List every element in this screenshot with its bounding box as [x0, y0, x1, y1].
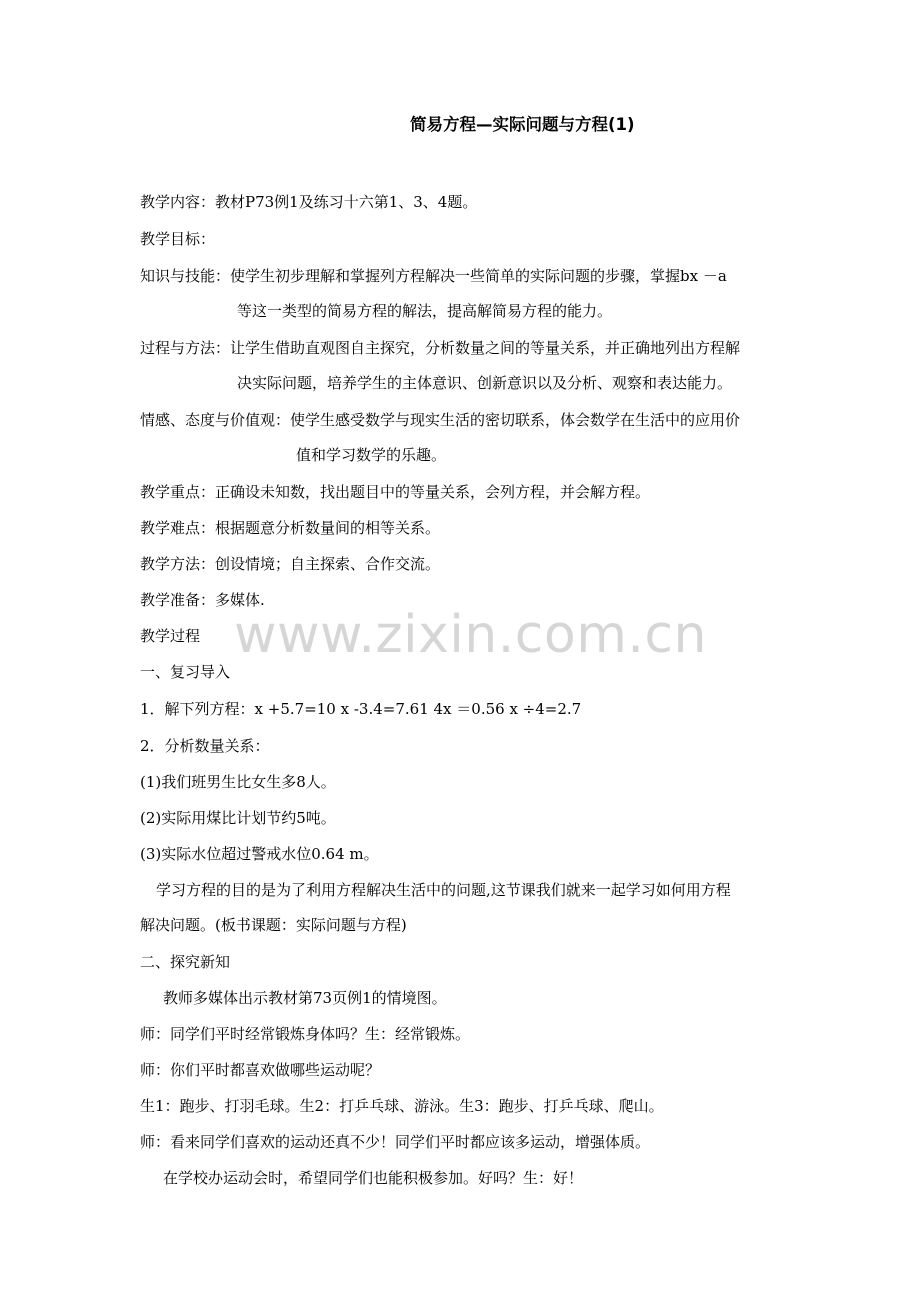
process-method-line: 过程与方法：让学生借助直观图自主探究，分析数量之间的等量关系，并正确地列出方程解: [140, 339, 741, 357]
show-scene-line: 教师多媒体出示教材第73页例1的情境图。: [163, 989, 447, 1007]
key-point-line: 教学重点：正确设未知数，找出题目中的等量关系，会列方程，并会解方程。: [140, 483, 651, 501]
teaching-content-line: 教学内容：教材P73例1及练习十六第1、3、4题。: [140, 193, 478, 211]
knowledge-skill-line-cont: 等这一类型的简易方程的解法，提高解简易方程的能力。: [237, 302, 613, 320]
teaching-process-heading: 教学过程: [140, 627, 201, 645]
relation-item-2: (2)实际用煤比计划节约5吨。: [140, 809, 336, 827]
exercise-relations-line: 2．分析数量关系：: [140, 737, 270, 755]
difficulty-line: 教学难点：根据题意分析数量间的相等关系。: [140, 519, 441, 537]
intro-paragraph-line-cont: 解决问题。(板书课题：实际问题与方程): [140, 916, 407, 934]
dialog-line-2: 师：你们平时都喜欢做哪些运动呢？: [140, 1061, 381, 1079]
preparation-line: 教学准备：多媒体.: [140, 591, 265, 609]
attitude-values-line: 情感、态度与价值观：使学生感受数学与现实生活的密切联系，体会数学在生活中的应用价: [140, 411, 741, 429]
method-line: 教学方法：创设情境；自主探索、合作交流。: [140, 555, 441, 573]
section-review-heading: 一、复习导入: [140, 663, 231, 681]
relation-item-1: (1)我们班男生比女生多8人。: [140, 773, 336, 791]
exercise-equations-line: 1．解下列方程：x +5.7=10 x -3.4=7.61 4x ＝0.56 x ÷4=2.7: [140, 700, 582, 718]
knowledge-skill-line: 知识与技能：使学生初步理解和掌握列方程解决一些简单的实际问题的步骤，掌握bx －a: [140, 267, 727, 285]
section-explore-heading: 二、探究新知: [140, 953, 231, 971]
dialog-line-3: 生1：跑步、打羽毛球。生2：打乒乓球、游泳。生3：跑步、打乒乓球、爬山。: [140, 1097, 664, 1115]
process-method-line-cont: 决实际问题，培养学生的主体意识、创新意识以及分析、观察和表达能力。: [237, 374, 733, 392]
dialog-line-4: 师：看来同学们喜欢的运动还真不少！同学们平时都应该多运动，增强体质。: [140, 1133, 651, 1151]
dialog-line-5: 在学校办运动会时，希望同学们也能积极参加。好吗？生：好！: [163, 1169, 584, 1187]
document-title: 简易方程—实际问题与方程(1): [410, 115, 635, 134]
teaching-goals-heading: 教学目标：: [140, 230, 216, 248]
attitude-values-line-cont: 值和学习数学的乐趣。: [296, 446, 447, 464]
watermark: www.zixin.com.cn: [234, 605, 707, 665]
dialog-line-1: 师：同学们平时经常锻炼身体吗？生：经常锻炼。: [140, 1025, 471, 1043]
intro-paragraph-line: 学习方程的目的是为了利用方程解决生活中的问题,这节课我们就来一起学习如何用方程: [156, 881, 731, 899]
relation-item-3: (3)实际水位超过警戒水位0.64 m。: [140, 845, 379, 863]
